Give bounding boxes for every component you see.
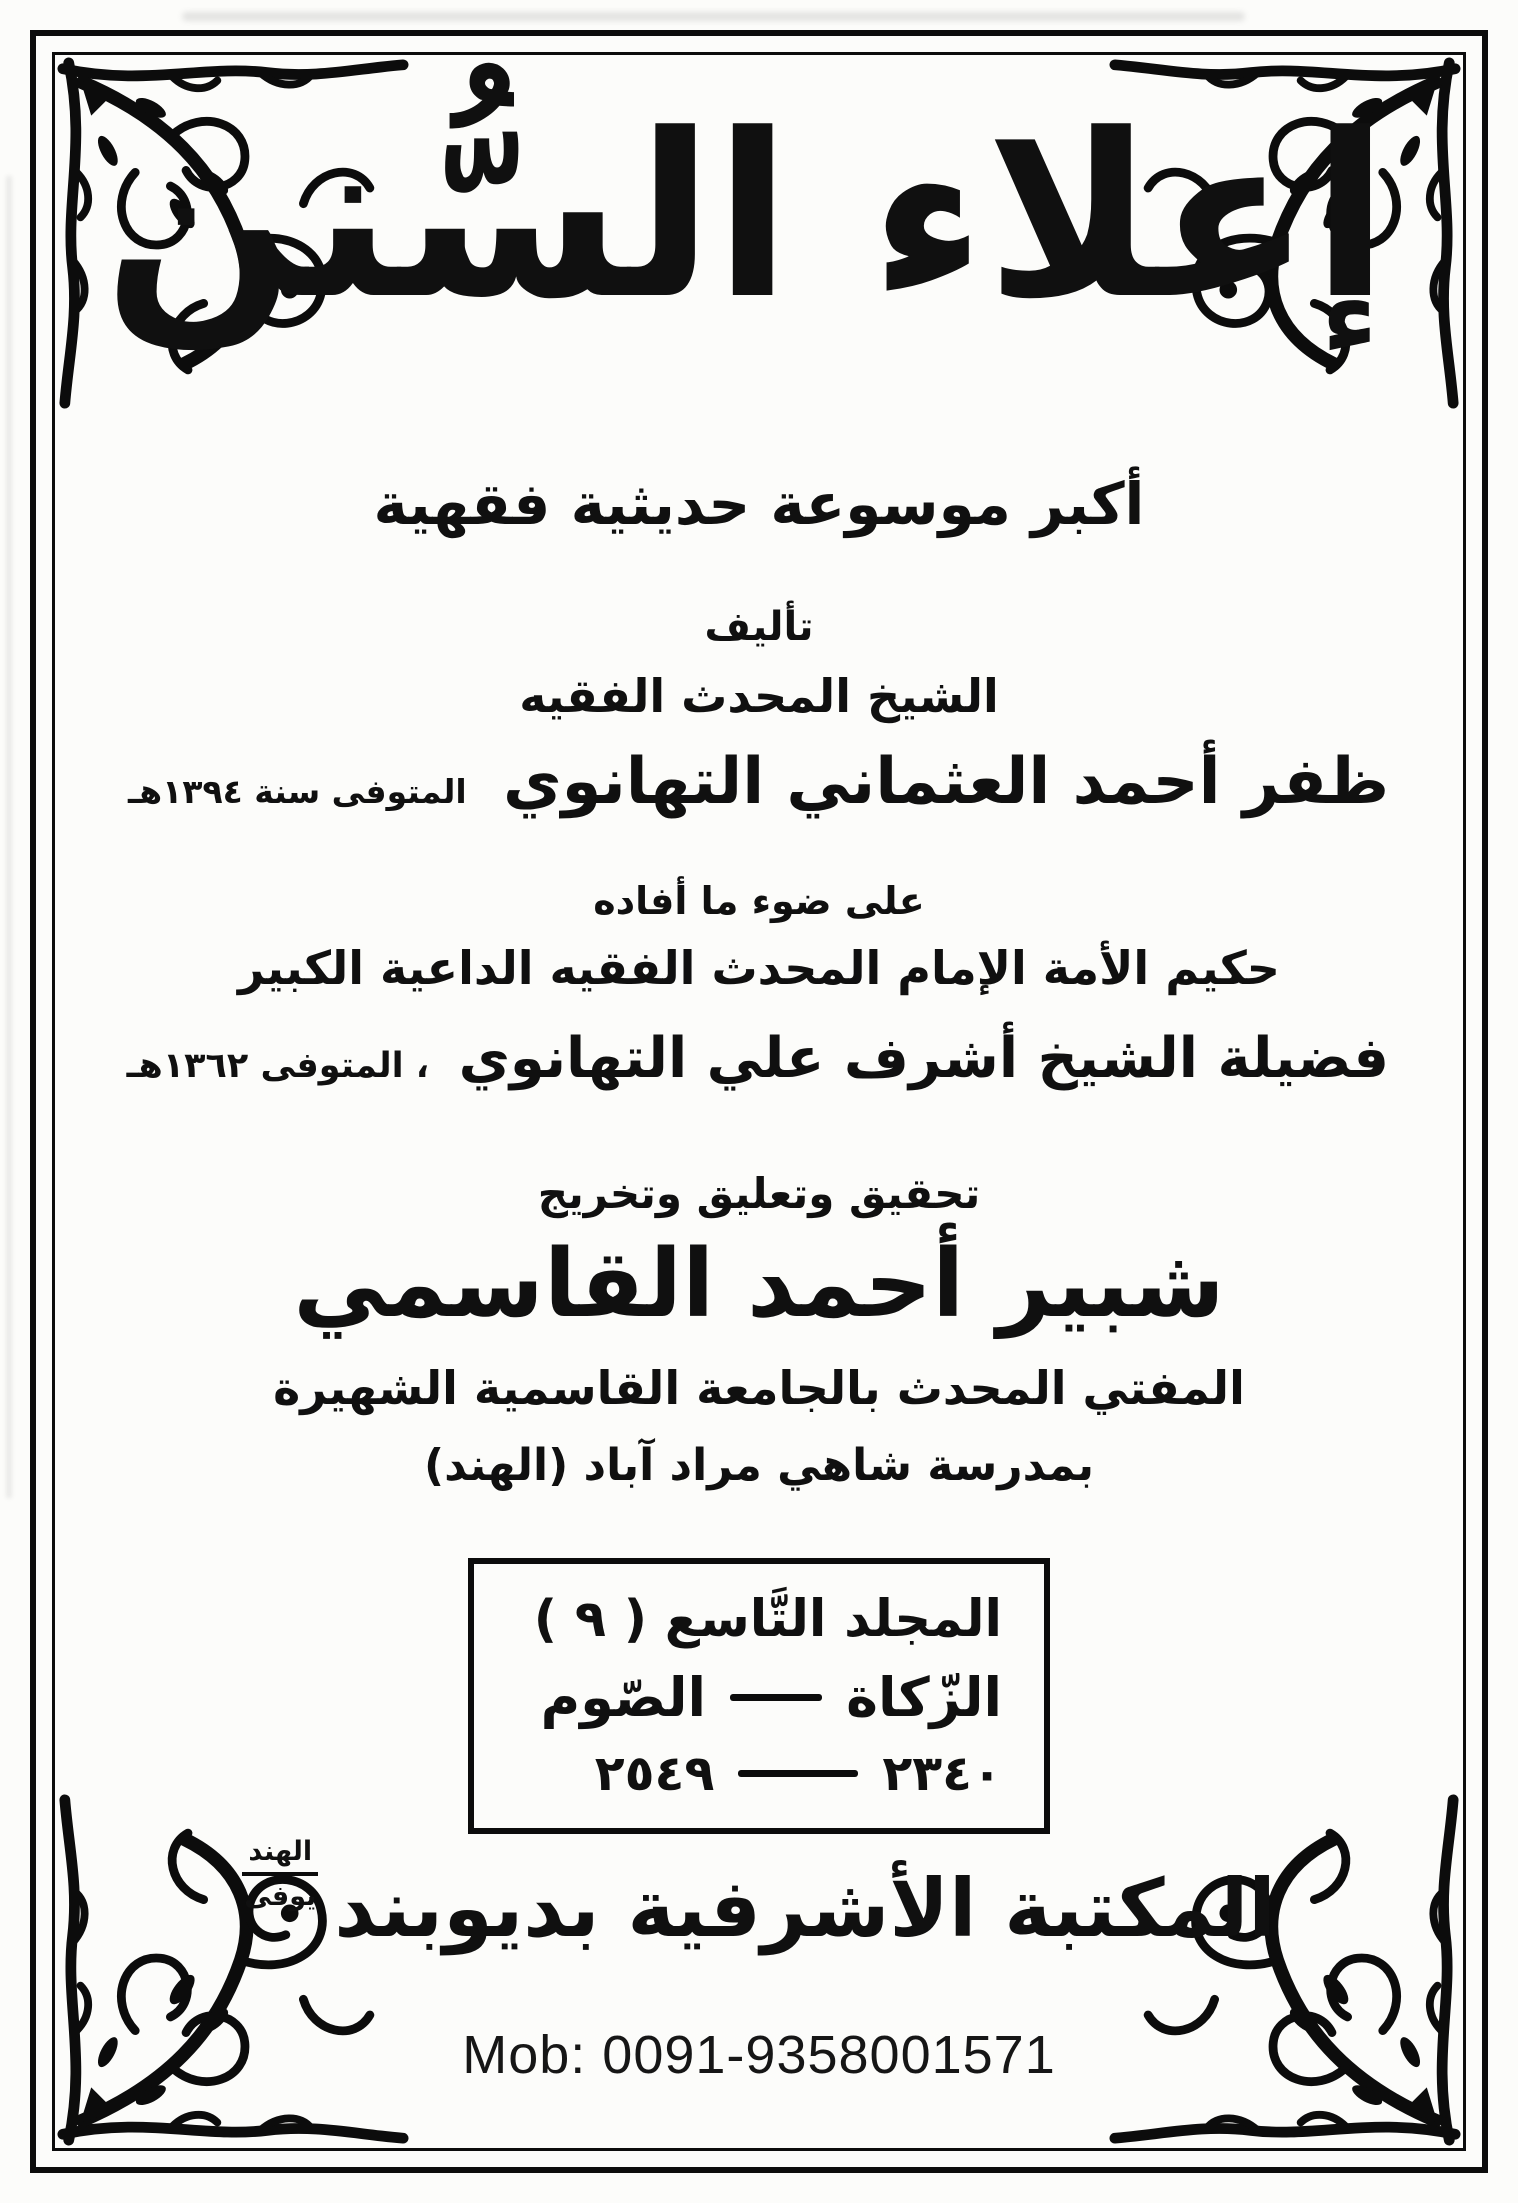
volume-number-line: المجلد التَّاسع ( ٩ ) — [533, 1590, 1002, 1650]
topic-to: الصّوم — [540, 1665, 707, 1729]
author-death-date: المتوفى سنة ١٣٩٤هـ — [128, 772, 467, 811]
hadith-range-rule — [738, 1770, 858, 1777]
mentor-name: فضيلة الشيخ أشرف علي التهانوي — [458, 1026, 1389, 1091]
editor-role-line2: بمدرسة شاهي مراد آباد (الهند) — [423, 1440, 1095, 1491]
arabesque-corner-bottom-left-icon — [57, 1794, 409, 2146]
publisher-state: يوفى — [244, 1881, 317, 1912]
publisher-country: الهند — [242, 1835, 318, 1876]
hadith-from: ٢٣٤٠ — [882, 1744, 1002, 1802]
page-title: إعلاء السُّنن — [103, 86, 1389, 349]
mentor-honorific: حكيم الأمة الإمام المحدث الفقيه الداعية الكبير — [238, 941, 1280, 995]
arabesque-corner-bottom-right-icon — [1109, 1794, 1461, 2146]
topic-range-rule — [730, 1694, 822, 1701]
mentor-name-line — [126, 1024, 1389, 1094]
editor-role-line1: المفتي المحدث بالجامعة القاسمية الشهيرة — [273, 1361, 1245, 1415]
volume-hadith-range-line — [494, 1745, 1002, 1802]
scan-smudge-top — [182, 12, 1245, 21]
editor-name: شبير أحمد القاسمي — [293, 1230, 1225, 1339]
subtitle: أكبر موسوعة حديثية فقهية — [373, 470, 1145, 538]
author-honorific: الشيخ المحدث الفقيه — [519, 669, 999, 723]
publisher-line — [129, 1836, 1389, 1955]
author-name: ظفر أحمد العثماني التهانوي — [502, 745, 1389, 819]
scan-smudge-left — [6, 176, 12, 1498]
mobile-number: Mob: 0091-9358001571 — [462, 2025, 1056, 2085]
publisher-location — [242, 1835, 318, 1914]
author-name-line — [129, 742, 1389, 822]
editing-label: تحقيق وتعليق وتخريج — [537, 1169, 981, 1218]
hadith-to: ٢٥٤٩ — [594, 1744, 715, 1802]
volume-info-box — [468, 1558, 1050, 1834]
volume-topics-line — [494, 1666, 1002, 1729]
mentor-death-date: ، المتوفى ١٣٦٢هـ — [126, 1046, 430, 1086]
authorship-label: تأليف — [704, 604, 814, 650]
topic-from: الزّكاة — [846, 1665, 1002, 1729]
basis-label: على ضوء ما أفاده — [593, 879, 925, 923]
publisher-name: المكتبة الأشرفية بديوبند — [334, 1862, 1276, 1955]
